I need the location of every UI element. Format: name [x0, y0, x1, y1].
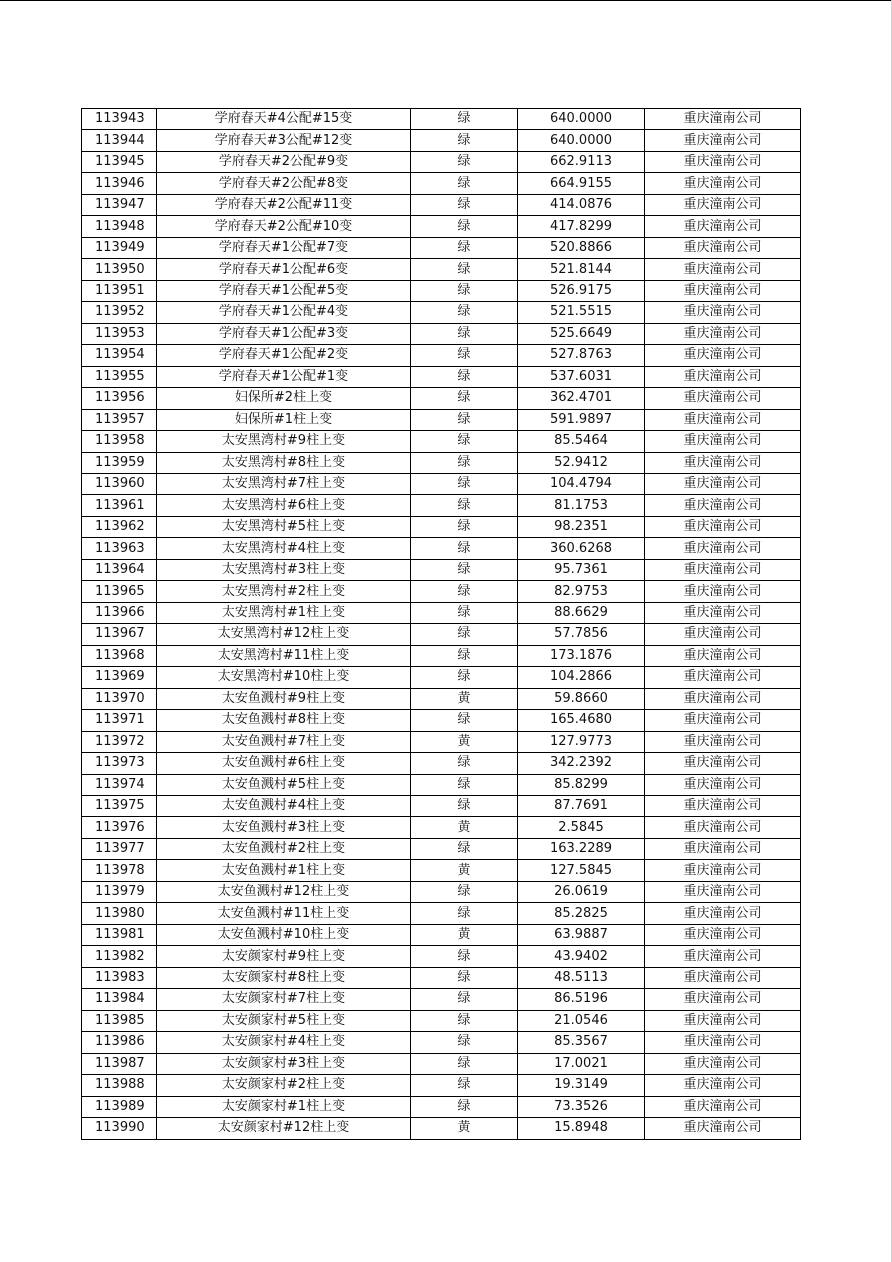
cell-value: 26.0619 — [518, 881, 645, 902]
table-row — [82, 1032, 801, 1053]
cell-name: 太安黑湾村#10柱上变 — [157, 667, 411, 688]
cell-name: 学府春天#1公配#1变 — [157, 366, 411, 387]
cell-id: 113972 — [82, 731, 157, 752]
cell-value: 520.8866 — [518, 237, 645, 258]
cell-company: 重庆潼南公司 — [645, 946, 801, 967]
cell-name: 太安鱼溅村#1柱上变 — [157, 860, 411, 881]
table-row — [82, 302, 801, 323]
cell-id: 113968 — [82, 645, 157, 666]
cell-value: 43.9402 — [518, 946, 645, 967]
cell-value: 63.9887 — [518, 924, 645, 945]
cell-status: 绿 — [411, 366, 518, 387]
cell-company: 重庆潼南公司 — [645, 366, 801, 387]
cell-name: 太安鱼溅村#11柱上变 — [157, 903, 411, 924]
cell-status: 绿 — [411, 237, 518, 258]
cell-status: 绿 — [411, 452, 518, 473]
cell-value: 173.1876 — [518, 645, 645, 666]
cell-status: 绿 — [411, 1010, 518, 1031]
cell-company: 重庆潼南公司 — [645, 1053, 801, 1074]
cell-id: 113989 — [82, 1096, 157, 1117]
cell-value: 537.6031 — [518, 366, 645, 387]
cell-value: 73.3526 — [518, 1096, 645, 1117]
cell-company: 重庆潼南公司 — [645, 903, 801, 924]
table-row — [82, 967, 801, 988]
cell-id: 113943 — [82, 109, 157, 130]
table-row — [82, 1118, 801, 1139]
cell-name: 太安黑湾村#4柱上变 — [157, 538, 411, 559]
cell-id: 113977 — [82, 838, 157, 859]
cell-company: 重庆潼南公司 — [645, 388, 801, 409]
cell-company: 重庆潼南公司 — [645, 109, 801, 130]
cell-company: 重庆潼南公司 — [645, 473, 801, 494]
table-row — [82, 366, 801, 387]
cell-status: 黄 — [411, 688, 518, 709]
table-row — [82, 538, 801, 559]
cell-value: 95.7361 — [518, 559, 645, 580]
cell-status: 绿 — [411, 903, 518, 924]
cell-company: 重庆潼南公司 — [645, 345, 801, 366]
cell-name: 学府春天#1公配#4变 — [157, 302, 411, 323]
cell-status: 绿 — [411, 796, 518, 817]
table-row — [82, 216, 801, 237]
cell-id: 113980 — [82, 903, 157, 924]
cell-id: 113979 — [82, 881, 157, 902]
cell-value: 57.7856 — [518, 624, 645, 645]
cell-company: 重庆潼南公司 — [645, 280, 801, 301]
table-row — [82, 280, 801, 301]
cell-company: 重庆潼南公司 — [645, 667, 801, 688]
cell-value: 360.6268 — [518, 538, 645, 559]
cell-value: 87.7691 — [518, 796, 645, 817]
cell-value: 2.5845 — [518, 817, 645, 838]
cell-name: 太安颜家村#7柱上变 — [157, 989, 411, 1010]
cell-id: 113958 — [82, 431, 157, 452]
cell-value: 86.5196 — [518, 989, 645, 1010]
cell-value: 98.2351 — [518, 516, 645, 537]
cell-company: 重庆潼南公司 — [645, 838, 801, 859]
table-row — [82, 688, 801, 709]
cell-status: 绿 — [411, 109, 518, 130]
cell-id: 113948 — [82, 216, 157, 237]
cell-id: 113961 — [82, 495, 157, 516]
cell-id: 113971 — [82, 710, 157, 731]
table-row — [82, 602, 801, 623]
cell-name: 学府春天#1公配#5变 — [157, 280, 411, 301]
table-row — [82, 345, 801, 366]
cell-company: 重庆潼南公司 — [645, 1032, 801, 1053]
cell-name: 太安颜家村#4柱上变 — [157, 1032, 411, 1053]
cell-value: 526.9175 — [518, 280, 645, 301]
table-row — [82, 1010, 801, 1031]
table-row — [82, 1075, 801, 1096]
table-row — [82, 946, 801, 967]
cell-name: 太安鱼溅村#9柱上变 — [157, 688, 411, 709]
cell-name: 学府春天#1公配#6变 — [157, 259, 411, 280]
cell-status: 绿 — [411, 388, 518, 409]
cell-name: 太安黑湾村#3柱上变 — [157, 559, 411, 580]
cell-name: 太安颜家村#8柱上变 — [157, 967, 411, 988]
cell-id: 113987 — [82, 1053, 157, 1074]
cell-company: 重庆潼南公司 — [645, 753, 801, 774]
table-row — [82, 989, 801, 1010]
cell-name: 学府春天#2公配#10变 — [157, 216, 411, 237]
cell-name: 妇保所#2柱上变 — [157, 388, 411, 409]
cell-id: 113970 — [82, 688, 157, 709]
cell-value: 88.6629 — [518, 602, 645, 623]
cell-name: 太安颜家村#3柱上变 — [157, 1053, 411, 1074]
cell-value: 662.9113 — [518, 151, 645, 172]
cell-value: 104.2866 — [518, 667, 645, 688]
cell-status: 黄 — [411, 731, 518, 752]
cell-company: 重庆潼南公司 — [645, 796, 801, 817]
cell-company: 重庆潼南公司 — [645, 1096, 801, 1117]
cell-id: 113946 — [82, 173, 157, 194]
cell-company: 重庆潼南公司 — [645, 731, 801, 752]
cell-value: 527.8763 — [518, 345, 645, 366]
table-row — [82, 516, 801, 537]
cell-value: 640.0000 — [518, 130, 645, 151]
table-row — [82, 817, 801, 838]
cell-value: 52.9412 — [518, 452, 645, 473]
cell-status: 绿 — [411, 323, 518, 344]
cell-name: 妇保所#1柱上变 — [157, 409, 411, 430]
table-row — [82, 151, 801, 172]
cell-status: 绿 — [411, 774, 518, 795]
cell-company: 重庆潼南公司 — [645, 924, 801, 945]
cell-name: 太安鱼溅村#2柱上变 — [157, 838, 411, 859]
table-row — [82, 838, 801, 859]
cell-status: 绿 — [411, 302, 518, 323]
cell-company: 重庆潼南公司 — [645, 409, 801, 430]
cell-status: 绿 — [411, 838, 518, 859]
cell-id: 113956 — [82, 388, 157, 409]
cell-value: 521.8144 — [518, 259, 645, 280]
cell-name: 太安鱼溅村#12柱上变 — [157, 881, 411, 902]
cell-id: 113963 — [82, 538, 157, 559]
cell-company: 重庆潼南公司 — [645, 1118, 801, 1139]
cell-name: 太安鱼溅村#6柱上变 — [157, 753, 411, 774]
cell-status: 绿 — [411, 538, 518, 559]
cell-company: 重庆潼南公司 — [645, 624, 801, 645]
cell-company: 重庆潼南公司 — [645, 881, 801, 902]
cell-company: 重庆潼南公司 — [645, 151, 801, 172]
cell-id: 113982 — [82, 946, 157, 967]
cell-name: 学府春天#1公配#2变 — [157, 345, 411, 366]
table-row — [82, 731, 801, 752]
page-top-rule — [0, 0, 892, 1]
table-row — [82, 774, 801, 795]
cell-company: 重庆潼南公司 — [645, 323, 801, 344]
cell-name: 太安鱼溅村#5柱上变 — [157, 774, 411, 795]
table-row — [82, 860, 801, 881]
cell-id: 113978 — [82, 860, 157, 881]
cell-id: 113981 — [82, 924, 157, 945]
cell-name: 太安颜家村#1柱上变 — [157, 1096, 411, 1117]
cell-company: 重庆潼南公司 — [645, 645, 801, 666]
cell-name: 太安黑湾村#12柱上变 — [157, 624, 411, 645]
table-row — [82, 903, 801, 924]
cell-status: 绿 — [411, 989, 518, 1010]
cell-company: 重庆潼南公司 — [645, 173, 801, 194]
cell-company: 重庆潼南公司 — [645, 538, 801, 559]
cell-status: 绿 — [411, 1096, 518, 1117]
cell-company: 重庆潼南公司 — [645, 237, 801, 258]
cell-status: 绿 — [411, 710, 518, 731]
table-row — [82, 581, 801, 602]
cell-id: 113966 — [82, 602, 157, 623]
cell-status: 绿 — [411, 516, 518, 537]
cell-status: 绿 — [411, 259, 518, 280]
cell-id: 113988 — [82, 1075, 157, 1096]
cell-name: 学府春天#2公配#8变 — [157, 173, 411, 194]
cell-status: 绿 — [411, 473, 518, 494]
cell-status: 绿 — [411, 216, 518, 237]
transformer-table — [81, 108, 801, 1140]
cell-id: 113952 — [82, 302, 157, 323]
cell-value: 59.8660 — [518, 688, 645, 709]
cell-company: 重庆潼南公司 — [645, 431, 801, 452]
cell-name: 太安鱼溅村#4柱上变 — [157, 796, 411, 817]
cell-company: 重庆潼南公司 — [645, 1010, 801, 1031]
cell-company: 重庆潼南公司 — [645, 989, 801, 1010]
cell-company: 重庆潼南公司 — [645, 1075, 801, 1096]
table-row — [82, 1053, 801, 1074]
cell-company: 重庆潼南公司 — [645, 302, 801, 323]
cell-company: 重庆潼南公司 — [645, 581, 801, 602]
cell-name: 太安颜家村#5柱上变 — [157, 1010, 411, 1031]
table-row — [82, 409, 801, 430]
table-row — [82, 130, 801, 151]
cell-status: 绿 — [411, 624, 518, 645]
cell-status: 绿 — [411, 151, 518, 172]
cell-name: 太安黑湾村#2柱上变 — [157, 581, 411, 602]
table-row — [82, 559, 801, 580]
cell-status: 绿 — [411, 946, 518, 967]
cell-id: 113986 — [82, 1032, 157, 1053]
cell-id: 113985 — [82, 1010, 157, 1031]
cell-value: 163.2289 — [518, 838, 645, 859]
table-row — [82, 753, 801, 774]
cell-status: 绿 — [411, 645, 518, 666]
cell-id: 113983 — [82, 967, 157, 988]
cell-status: 绿 — [411, 602, 518, 623]
cell-status: 绿 — [411, 409, 518, 430]
cell-name: 太安黑湾村#5柱上变 — [157, 516, 411, 537]
cell-id: 113957 — [82, 409, 157, 430]
cell-name: 太安颜家村#12柱上变 — [157, 1118, 411, 1139]
cell-status: 绿 — [411, 345, 518, 366]
cell-name: 太安黑湾村#6柱上变 — [157, 495, 411, 516]
cell-company: 重庆潼南公司 — [645, 967, 801, 988]
cell-company: 重庆潼南公司 — [645, 130, 801, 151]
cell-value: 342.2392 — [518, 753, 645, 774]
cell-value: 521.5515 — [518, 302, 645, 323]
cell-name: 太安黑湾村#11柱上变 — [157, 645, 411, 666]
table-row — [82, 645, 801, 666]
cell-company: 重庆潼南公司 — [645, 216, 801, 237]
cell-value: 82.9753 — [518, 581, 645, 602]
cell-id: 113951 — [82, 280, 157, 301]
cell-status: 绿 — [411, 967, 518, 988]
cell-name: 学府春天#4公配#15变 — [157, 109, 411, 130]
cell-name: 学府春天#1公配#7变 — [157, 237, 411, 258]
cell-value: 591.9897 — [518, 409, 645, 430]
cell-company: 重庆潼南公司 — [645, 710, 801, 731]
cell-id: 113959 — [82, 452, 157, 473]
table-row — [82, 924, 801, 945]
cell-id: 113962 — [82, 516, 157, 537]
cell-id: 113984 — [82, 989, 157, 1010]
cell-company: 重庆潼南公司 — [645, 688, 801, 709]
cell-value: 104.4794 — [518, 473, 645, 494]
cell-value: 21.0546 — [518, 1010, 645, 1031]
table-row — [82, 259, 801, 280]
cell-id: 113974 — [82, 774, 157, 795]
cell-value: 85.3567 — [518, 1032, 645, 1053]
cell-status: 绿 — [411, 1075, 518, 1096]
cell-value: 85.2825 — [518, 903, 645, 924]
table-row — [82, 109, 801, 130]
cell-status: 绿 — [411, 581, 518, 602]
cell-id: 113945 — [82, 151, 157, 172]
cell-value: 417.8299 — [518, 216, 645, 237]
cell-name: 太安黑湾村#8柱上变 — [157, 452, 411, 473]
cell-name: 学府春天#2公配#11变 — [157, 194, 411, 215]
table-body — [82, 109, 801, 1140]
cell-status: 绿 — [411, 667, 518, 688]
cell-value: 85.8299 — [518, 774, 645, 795]
cell-status: 黄 — [411, 817, 518, 838]
cell-name: 太安鱼溅村#10柱上变 — [157, 924, 411, 945]
table-row — [82, 881, 801, 902]
cell-value: 165.4680 — [518, 710, 645, 731]
cell-id: 113976 — [82, 817, 157, 838]
cell-company: 重庆潼南公司 — [645, 602, 801, 623]
table-row — [82, 431, 801, 452]
cell-name: 太安鱼溅村#8柱上变 — [157, 710, 411, 731]
cell-id: 113969 — [82, 667, 157, 688]
cell-status: 黄 — [411, 1118, 518, 1139]
cell-id: 113950 — [82, 259, 157, 280]
cell-status: 绿 — [411, 280, 518, 301]
cell-value: 640.0000 — [518, 109, 645, 130]
cell-status: 绿 — [411, 881, 518, 902]
table-row — [82, 388, 801, 409]
table-row — [82, 495, 801, 516]
table-row — [82, 667, 801, 688]
cell-name: 学府春天#2公配#9变 — [157, 151, 411, 172]
table-row — [82, 710, 801, 731]
cell-name: 太安黑湾村#7柱上变 — [157, 473, 411, 494]
table-row — [82, 194, 801, 215]
table-row — [82, 1096, 801, 1117]
table-row — [82, 173, 801, 194]
cell-status: 绿 — [411, 753, 518, 774]
cell-name: 学府春天#3公配#12变 — [157, 130, 411, 151]
cell-id: 113955 — [82, 366, 157, 387]
cell-company: 重庆潼南公司 — [645, 495, 801, 516]
cell-name: 太安颜家村#9柱上变 — [157, 946, 411, 967]
cell-name: 太安颜家村#2柱上变 — [157, 1075, 411, 1096]
cell-id: 113953 — [82, 323, 157, 344]
cell-company: 重庆潼南公司 — [645, 860, 801, 881]
cell-status: 绿 — [411, 495, 518, 516]
cell-name: 太安鱼溅村#3柱上变 — [157, 817, 411, 838]
cell-value: 362.4701 — [518, 388, 645, 409]
cell-id: 113947 — [82, 194, 157, 215]
cell-value: 127.9773 — [518, 731, 645, 752]
cell-id: 113973 — [82, 753, 157, 774]
cell-status: 绿 — [411, 173, 518, 194]
cell-value: 81.1753 — [518, 495, 645, 516]
cell-status: 绿 — [411, 194, 518, 215]
cell-id: 113967 — [82, 624, 157, 645]
cell-status: 黄 — [411, 860, 518, 881]
cell-id: 113965 — [82, 581, 157, 602]
cell-name: 太安黑湾村#9柱上变 — [157, 431, 411, 452]
cell-status: 绿 — [411, 1032, 518, 1053]
cell-id: 113944 — [82, 130, 157, 151]
cell-status: 绿 — [411, 559, 518, 580]
cell-company: 重庆潼南公司 — [645, 774, 801, 795]
cell-id: 113949 — [82, 237, 157, 258]
cell-company: 重庆潼南公司 — [645, 559, 801, 580]
cell-value: 414.0876 — [518, 194, 645, 215]
cell-value: 525.6649 — [518, 323, 645, 344]
cell-id: 113975 — [82, 796, 157, 817]
cell-status: 绿 — [411, 431, 518, 452]
cell-value: 85.5464 — [518, 431, 645, 452]
cell-company: 重庆潼南公司 — [645, 452, 801, 473]
cell-id: 113954 — [82, 345, 157, 366]
table-row — [82, 452, 801, 473]
table-row — [82, 473, 801, 494]
cell-company: 重庆潼南公司 — [645, 194, 801, 215]
cell-value: 19.3149 — [518, 1075, 645, 1096]
cell-status: 绿 — [411, 130, 518, 151]
cell-value: 664.9155 — [518, 173, 645, 194]
cell-value: 15.8948 — [518, 1118, 645, 1139]
cell-name: 学府春天#1公配#3变 — [157, 323, 411, 344]
table-row — [82, 796, 801, 817]
cell-id: 113964 — [82, 559, 157, 580]
cell-status: 黄 — [411, 924, 518, 945]
cell-value: 17.0021 — [518, 1053, 645, 1074]
table-row — [82, 624, 801, 645]
table-row — [82, 237, 801, 258]
cell-id: 113990 — [82, 1118, 157, 1139]
cell-company: 重庆潼南公司 — [645, 516, 801, 537]
table-row — [82, 323, 801, 344]
cell-id: 113960 — [82, 473, 157, 494]
cell-company: 重庆潼南公司 — [645, 259, 801, 280]
cell-name: 太安鱼溅村#7柱上变 — [157, 731, 411, 752]
cell-status: 绿 — [411, 1053, 518, 1074]
cell-value: 48.5113 — [518, 967, 645, 988]
cell-name: 太安黑湾村#1柱上变 — [157, 602, 411, 623]
cell-value: 127.5845 — [518, 860, 645, 881]
cell-company: 重庆潼南公司 — [645, 817, 801, 838]
